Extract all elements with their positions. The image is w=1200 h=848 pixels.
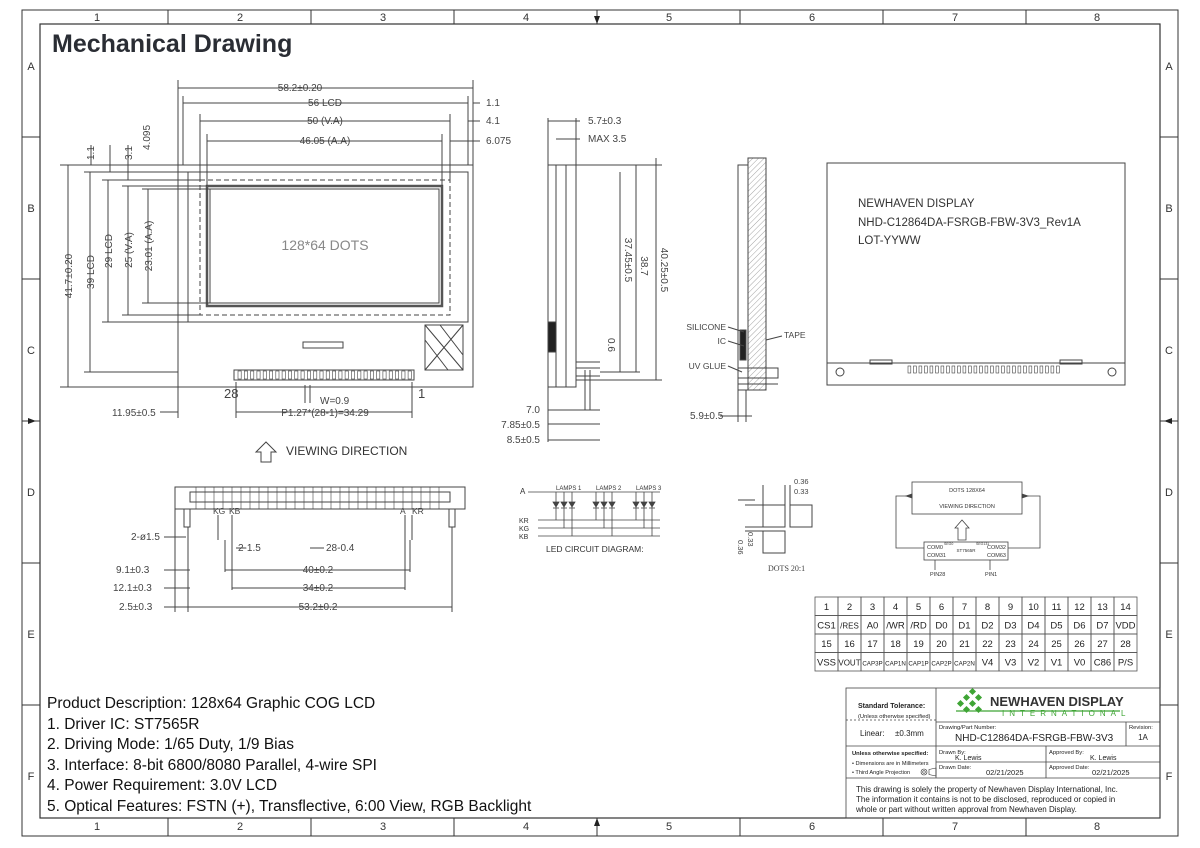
bottom-view-labels xyxy=(113,506,424,613)
dim-aa-width: 46.05 (A.A) xyxy=(299,136,351,147)
pin-name: CAP2P xyxy=(931,660,952,668)
pin-name: D7 xyxy=(1096,620,1109,632)
back-label-line1: NEWHAVEN DISPLAY xyxy=(858,198,975,210)
led-diode xyxy=(601,502,607,507)
fpc-pin xyxy=(263,371,266,379)
fpc-pin xyxy=(377,371,380,379)
pin-name: VSS xyxy=(816,657,837,669)
desc-line-4: 4. Power Requirement: 3.0V LCD xyxy=(47,777,278,794)
desc-line-3: 3. Interface: 8-bit 6800/8080 Parallel, 4-wire SPI xyxy=(47,756,377,774)
col-label-top: 1 xyxy=(93,12,101,24)
lcd-outline xyxy=(178,165,473,387)
row-label-right: B xyxy=(1165,203,1173,215)
pin-number: 15 xyxy=(821,639,832,650)
led-diode xyxy=(553,502,559,507)
led-diode xyxy=(641,502,647,507)
linear-value: ±0.3mm xyxy=(895,729,924,738)
pin-name: D5 xyxy=(1050,620,1063,632)
ic-label: IC xyxy=(717,336,726,346)
dim-height-va: 25 (V.A) xyxy=(124,232,135,268)
dim-height-lcd2: 29 LCD xyxy=(104,234,115,268)
bd-com0: COM0 xyxy=(927,545,943,551)
dim-40: 40±0.2 xyxy=(302,565,334,576)
fpc-pin xyxy=(358,371,361,379)
fpc-pin xyxy=(958,366,961,373)
viewing-direction xyxy=(256,442,407,462)
pin-name: A0 xyxy=(866,620,879,632)
uv-glue-label: UV GLUE xyxy=(688,361,726,371)
fpc-pin xyxy=(270,371,273,379)
pin-number: 6 xyxy=(938,602,945,613)
back-label-line3: LOT-YYWW xyxy=(858,235,921,247)
dim-h1: 37.45±0.5 xyxy=(622,237,633,283)
approved-by: K. Lewis xyxy=(1090,755,1117,762)
col-label-bottom: 1 xyxy=(93,821,101,833)
dim-85: 8.5±0.5 xyxy=(506,435,540,446)
block-diagram-labels xyxy=(927,488,1006,578)
drawn-date: 02/21/2025 xyxy=(986,768,1024,777)
revision-label: Revision: xyxy=(1129,725,1153,731)
bd-com31: COM31 xyxy=(927,553,946,559)
pin-number: 25 xyxy=(1051,639,1062,650)
led-lamp1: LAMPS 1 xyxy=(556,486,582,492)
row-label-right: C xyxy=(1165,345,1173,357)
led-kg: KG xyxy=(519,526,530,533)
pin-name: /RES xyxy=(840,621,859,631)
fpc-pin xyxy=(408,371,411,379)
pin-number: 7 xyxy=(961,602,968,613)
pin-name: D4 xyxy=(1027,620,1040,632)
col-label-bottom: 8 xyxy=(1093,821,1101,833)
back-view-labels xyxy=(858,198,1081,247)
dim-height-total: 41.7±0.20 xyxy=(64,253,75,299)
fpc-pin xyxy=(244,371,247,379)
pin-number: 10 xyxy=(1028,602,1039,613)
front-view-labels xyxy=(64,83,511,419)
fpc-pin xyxy=(969,366,972,373)
led-lamp3: LAMPS 3 xyxy=(636,486,662,492)
dim-right-3: 6.075 xyxy=(486,136,512,147)
fpc-pin xyxy=(402,371,405,379)
row-label-left: C xyxy=(27,345,35,357)
dim-28-04: 28-0.4 xyxy=(326,543,355,554)
led-diode xyxy=(593,502,599,507)
led-a: A xyxy=(520,487,526,496)
dim-06: 0.6 xyxy=(605,338,616,352)
fpc-pin xyxy=(238,371,241,379)
silicone-label: SILICONE xyxy=(686,322,726,332)
dots-d1: 0.36 xyxy=(794,477,809,486)
pin-number: 21 xyxy=(959,639,970,650)
dim-left-3: 4.095 xyxy=(142,124,153,150)
pin-number: 1 xyxy=(823,602,830,613)
fpc-pin xyxy=(980,366,983,373)
dim-h3: 40.25±0.5 xyxy=(658,247,669,293)
pin-name: /RD xyxy=(910,620,927,632)
bot-kb: KB xyxy=(229,506,241,516)
fpc-pin xyxy=(1051,366,1054,373)
dim-overall-width: 58.2±0.20 xyxy=(277,83,323,94)
brand-sub: INTERNATIONAL xyxy=(1002,709,1131,718)
pin-name: CAP3P xyxy=(862,660,883,668)
col-label-bottom: 2 xyxy=(236,821,244,833)
logo-mark xyxy=(963,706,970,713)
led-caption: LED CIRCUIT DIAGRAM: xyxy=(546,544,644,554)
dim-height-aa: 23.01 (A.A) xyxy=(144,220,155,272)
dots-d3: 0.33 xyxy=(746,532,755,547)
col-label-bottom: 5 xyxy=(665,821,673,833)
fpc-pin xyxy=(1046,366,1049,373)
led-diode xyxy=(633,502,639,507)
notice3: whole or part without written approval from Newhaven Display. xyxy=(856,805,1077,814)
logo-mark xyxy=(963,694,970,701)
fpc-pin xyxy=(339,371,342,379)
led-lamp2: LAMPS 2 xyxy=(596,486,622,492)
logo-mark xyxy=(975,706,982,713)
unless2: Unless otherwise specified: xyxy=(852,751,929,757)
pin-number: 20 xyxy=(936,639,947,650)
logo-mark xyxy=(975,694,982,701)
pin-name: V3 xyxy=(1004,657,1017,669)
fpc-pin xyxy=(963,366,966,373)
dim-holes: 2-ø1.5 xyxy=(131,532,160,543)
logo-mark xyxy=(969,700,976,707)
bot-kg: KG xyxy=(213,506,226,516)
pin-name: CAP2N xyxy=(954,660,975,668)
dots-d2: 0.33 xyxy=(794,487,809,496)
pin-number: 11 xyxy=(1051,602,1062,613)
pin-name: V4 xyxy=(981,657,994,669)
drawn-date-label: Drawn Date: xyxy=(939,765,972,771)
pin-number: 4 xyxy=(892,602,899,613)
pin-number: 27 xyxy=(1097,639,1108,650)
dim-25: 2.5±0.3 xyxy=(119,602,153,613)
pin-number: 17 xyxy=(867,639,878,650)
fpc-pin xyxy=(908,366,911,373)
dim-91: 9.1±0.3 xyxy=(116,565,150,576)
drawn-by-label: Drawn By: xyxy=(939,750,966,756)
fpc-pin xyxy=(370,371,373,379)
fpc-pin xyxy=(251,371,254,379)
viewing-direction-label: VIEWING DIRECTION xyxy=(286,444,408,458)
led-diode xyxy=(569,502,575,507)
fpc-pin xyxy=(364,371,367,379)
pin-number: 24 xyxy=(1028,639,1039,650)
pin-name: D0 xyxy=(935,620,948,632)
fpc-pin xyxy=(333,371,336,379)
front-view xyxy=(60,80,480,418)
dim-2-15: 2-1.5 xyxy=(238,543,261,554)
dim-121: 12.1±0.3 xyxy=(113,583,152,594)
fpc-pin xyxy=(1040,366,1043,373)
led-circuit xyxy=(528,492,660,536)
pin-number: 5 xyxy=(915,602,922,613)
fpc-pin xyxy=(1013,366,1016,373)
pin-number: 23 xyxy=(1005,639,1016,650)
fpc-pin xyxy=(389,371,392,379)
fpc-pin xyxy=(996,366,999,373)
bd-ic: ST7565R xyxy=(956,548,976,553)
col-label-top: 7 xyxy=(951,12,959,24)
drawn-by: K. Lewis xyxy=(955,755,982,762)
dim-height-lcd: 39 LCD xyxy=(86,255,97,289)
desc-line-5: 5. Optical Features: FSTN (+), Transflective, 6:00 View, RGB Backlight xyxy=(47,797,532,815)
pin-table xyxy=(815,597,1137,671)
pin-name: D2 xyxy=(981,620,994,632)
fpc-pin xyxy=(314,371,317,379)
pin-1-label: 1 xyxy=(418,386,426,401)
row-label-right: F xyxy=(1165,771,1173,783)
fpc-pin xyxy=(985,366,988,373)
desc-line-1: 1. Driver IC: ST7565R xyxy=(47,715,200,733)
fpc-pin xyxy=(257,371,260,379)
dim-right-2: 4.1 xyxy=(486,116,500,127)
dots-caption: DOTS 20:1 xyxy=(768,564,806,573)
logo-mark xyxy=(957,700,964,707)
desc-product: Product Description: 128x64 Graphic COG LCD xyxy=(47,695,376,712)
back-label-line2: NHD-C12864DA-FSRGB-FBW-3V3_Rev1A xyxy=(858,217,1081,229)
col-label-top: 3 xyxy=(379,12,387,24)
dim-thickness: 5.7±0.3 xyxy=(588,116,622,127)
dim-785: 7.85±0.5 xyxy=(501,420,540,431)
fpc-pin xyxy=(925,366,928,373)
fpc-pin xyxy=(991,366,994,373)
fpc-pin xyxy=(974,366,977,373)
row-label-left: F xyxy=(27,771,35,783)
dots-label: 128*64 DOTS xyxy=(281,237,369,253)
pin-row xyxy=(234,370,414,380)
notice1: This drawing is solely the property of Newhaven Display International, Inc. xyxy=(856,785,1118,794)
std-tol: Standard Tolerance: xyxy=(858,703,926,710)
fpc-pin xyxy=(383,371,386,379)
unless: (Unless otherwise specified) xyxy=(858,714,931,720)
dim-h2: 38.7 xyxy=(638,256,649,276)
part-number: NHD-C12864DA-FSRGB-FBW-3V3 xyxy=(955,733,1114,744)
dots-d4: 0.36 xyxy=(736,540,745,555)
bd-pin1: PIN1 xyxy=(985,572,998,578)
pin-number: 16 xyxy=(844,639,855,650)
bd-com32: COM32 xyxy=(987,545,1006,551)
pin-name: /WR xyxy=(886,620,905,632)
pin-name: CAP1P xyxy=(908,660,929,668)
part-label: Drawing/Part Number: xyxy=(939,725,997,731)
dim-lcd-width: 56 LCD xyxy=(308,98,342,109)
projection-icon xyxy=(921,768,936,776)
pin-number: 3 xyxy=(869,602,876,613)
dim-532: 53.2±0.2 xyxy=(298,602,338,613)
dim-left-2: 3.1 xyxy=(124,146,135,160)
fpc-pin xyxy=(301,371,304,379)
note2: • Third Angle Projection xyxy=(852,770,911,776)
dots-detail-labels xyxy=(736,477,809,573)
revision: 1A xyxy=(1138,733,1148,742)
pin-name: CAP1N xyxy=(885,660,906,668)
dim-va-width: 50 (V.A) xyxy=(307,116,343,127)
dim-max: MAX 3.5 xyxy=(588,134,627,145)
fpc-pin xyxy=(1018,366,1021,373)
fpc-pin xyxy=(1057,366,1060,373)
col-label-top: 4 xyxy=(522,12,530,24)
pin-name: V0 xyxy=(1073,657,1086,669)
fpc-pin xyxy=(295,371,298,379)
fpc-pin xyxy=(351,371,354,379)
brand-logo xyxy=(956,688,1130,718)
dim-59: 5.9±0.5 xyxy=(690,411,724,422)
fpc-pin xyxy=(1002,366,1005,373)
bot-kr: KR xyxy=(412,506,424,516)
pin-number: 14 xyxy=(1120,602,1131,613)
pin-name: D6 xyxy=(1073,620,1086,632)
bd-viewing: VIEWING DIRECTION xyxy=(939,504,995,510)
pin-number: 9 xyxy=(1007,602,1014,613)
fpc-pin xyxy=(307,371,310,379)
dim-34: 34±0.2 xyxy=(302,583,334,594)
led-diode xyxy=(561,502,567,507)
fpc-pin xyxy=(952,366,955,373)
row-label-left: D xyxy=(27,487,35,499)
col-label-bottom: 3 xyxy=(379,821,387,833)
col-label-bottom: 7 xyxy=(951,821,959,833)
fpc-pin xyxy=(276,371,279,379)
fpc-pin xyxy=(936,366,939,373)
row-label-left: A xyxy=(27,61,35,73)
row-label-right: A xyxy=(1165,61,1173,73)
pin-name: D1 xyxy=(958,620,971,632)
col-label-top: 8 xyxy=(1093,12,1101,24)
pin-number: 13 xyxy=(1097,602,1108,613)
pin-name: CS1 xyxy=(817,620,836,632)
fpc-pin xyxy=(941,366,944,373)
fpc-pin xyxy=(1035,366,1038,373)
col-label-top: 5 xyxy=(665,12,673,24)
approved-date-label: Approved Date: xyxy=(1049,765,1090,771)
approved-date: 02/21/2025 xyxy=(1092,768,1130,777)
pin-number: 18 xyxy=(890,639,901,650)
row-label-right: D xyxy=(1165,487,1173,499)
linear-label: Linear: xyxy=(860,729,885,738)
fpc-pin xyxy=(326,371,329,379)
pin-name: VOUT xyxy=(838,658,861,668)
fpc-pin xyxy=(914,366,917,373)
dim-right-1: 1.1 xyxy=(486,98,500,109)
led-diode xyxy=(609,502,615,507)
bd-seg0: SEG0 xyxy=(944,542,954,546)
notice2: The information it contains is not to be disclosed, reproduced or copied in xyxy=(856,795,1116,804)
pin-name: D3 xyxy=(1004,620,1017,632)
led-kb: KB xyxy=(519,534,529,541)
fpc-pin xyxy=(947,366,950,373)
fpc-pin xyxy=(320,371,323,379)
block-diagram xyxy=(896,482,1040,570)
led-diode xyxy=(649,502,655,507)
bd-pin28: PIN28 xyxy=(930,572,946,578)
fpc-pin xyxy=(1007,366,1010,373)
dim-w: W=0.9 xyxy=(320,396,350,407)
side-view xyxy=(548,118,662,442)
col-label-bottom: 4 xyxy=(522,821,530,833)
pin-number: 22 xyxy=(982,639,993,650)
bd-com63: COM63 xyxy=(987,553,1006,559)
approved-by-label: Approved By: xyxy=(1049,750,1084,756)
led-kr: KR xyxy=(519,518,529,525)
dim-70: 7.0 xyxy=(526,405,540,416)
fpc-pin xyxy=(396,371,399,379)
dim-left-1: 1.1 xyxy=(86,146,97,160)
pin-name: V1 xyxy=(1050,657,1063,669)
bd-seg131: SEG131 xyxy=(976,542,990,546)
row-label-right: E xyxy=(1165,629,1173,641)
note1: • Dimensions are in Millimeters xyxy=(852,761,929,767)
pin-number: 2 xyxy=(846,602,853,613)
pin-28-label: 28 xyxy=(224,386,239,401)
pin-number: 28 xyxy=(1120,639,1131,650)
dim-offset: 11.95±0.5 xyxy=(112,408,156,419)
dim-pitch: P1.27*(28-1)=34.29 xyxy=(281,408,369,419)
fpc-pin xyxy=(919,366,922,373)
pin-number: 8 xyxy=(984,602,991,613)
title-block-text xyxy=(852,703,1153,814)
fpc-pin xyxy=(1024,366,1027,373)
col-label-top: 2 xyxy=(236,12,244,24)
row-label-left: E xyxy=(27,629,35,641)
back-view xyxy=(827,163,1125,385)
col-label-bottom: 6 xyxy=(808,821,816,833)
bot-a: A xyxy=(400,506,406,516)
fpc-pin xyxy=(345,371,348,379)
section-view xyxy=(717,158,782,422)
pin-name: C86 xyxy=(1093,657,1112,669)
fpc-pin xyxy=(1029,366,1032,373)
pin-name: V2 xyxy=(1027,657,1040,669)
pin-name: P/S xyxy=(1117,657,1134,669)
desc-line-2: 2. Driving Mode: 1/65 Duty, 1/9 Bias xyxy=(47,736,294,753)
fpc-pin xyxy=(930,366,933,373)
col-label-top: 6 xyxy=(808,12,816,24)
page-title: Mechanical Drawing xyxy=(52,30,293,58)
fpc-pin xyxy=(282,371,285,379)
brand-main: NEWHAVEN DISPLAY xyxy=(990,694,1124,709)
logo-mark xyxy=(969,688,976,695)
bd-title: DOTS 128X64 xyxy=(949,488,985,494)
pin-name: VDD xyxy=(1115,620,1136,632)
tape-label: TAPE xyxy=(784,330,806,340)
product-description xyxy=(47,694,531,817)
row-label-left: B xyxy=(27,203,35,215)
fpc-pin xyxy=(288,371,291,379)
pin-number: 19 xyxy=(913,639,924,650)
pin-number: 26 xyxy=(1074,639,1085,650)
pin-number: 12 xyxy=(1074,602,1085,613)
